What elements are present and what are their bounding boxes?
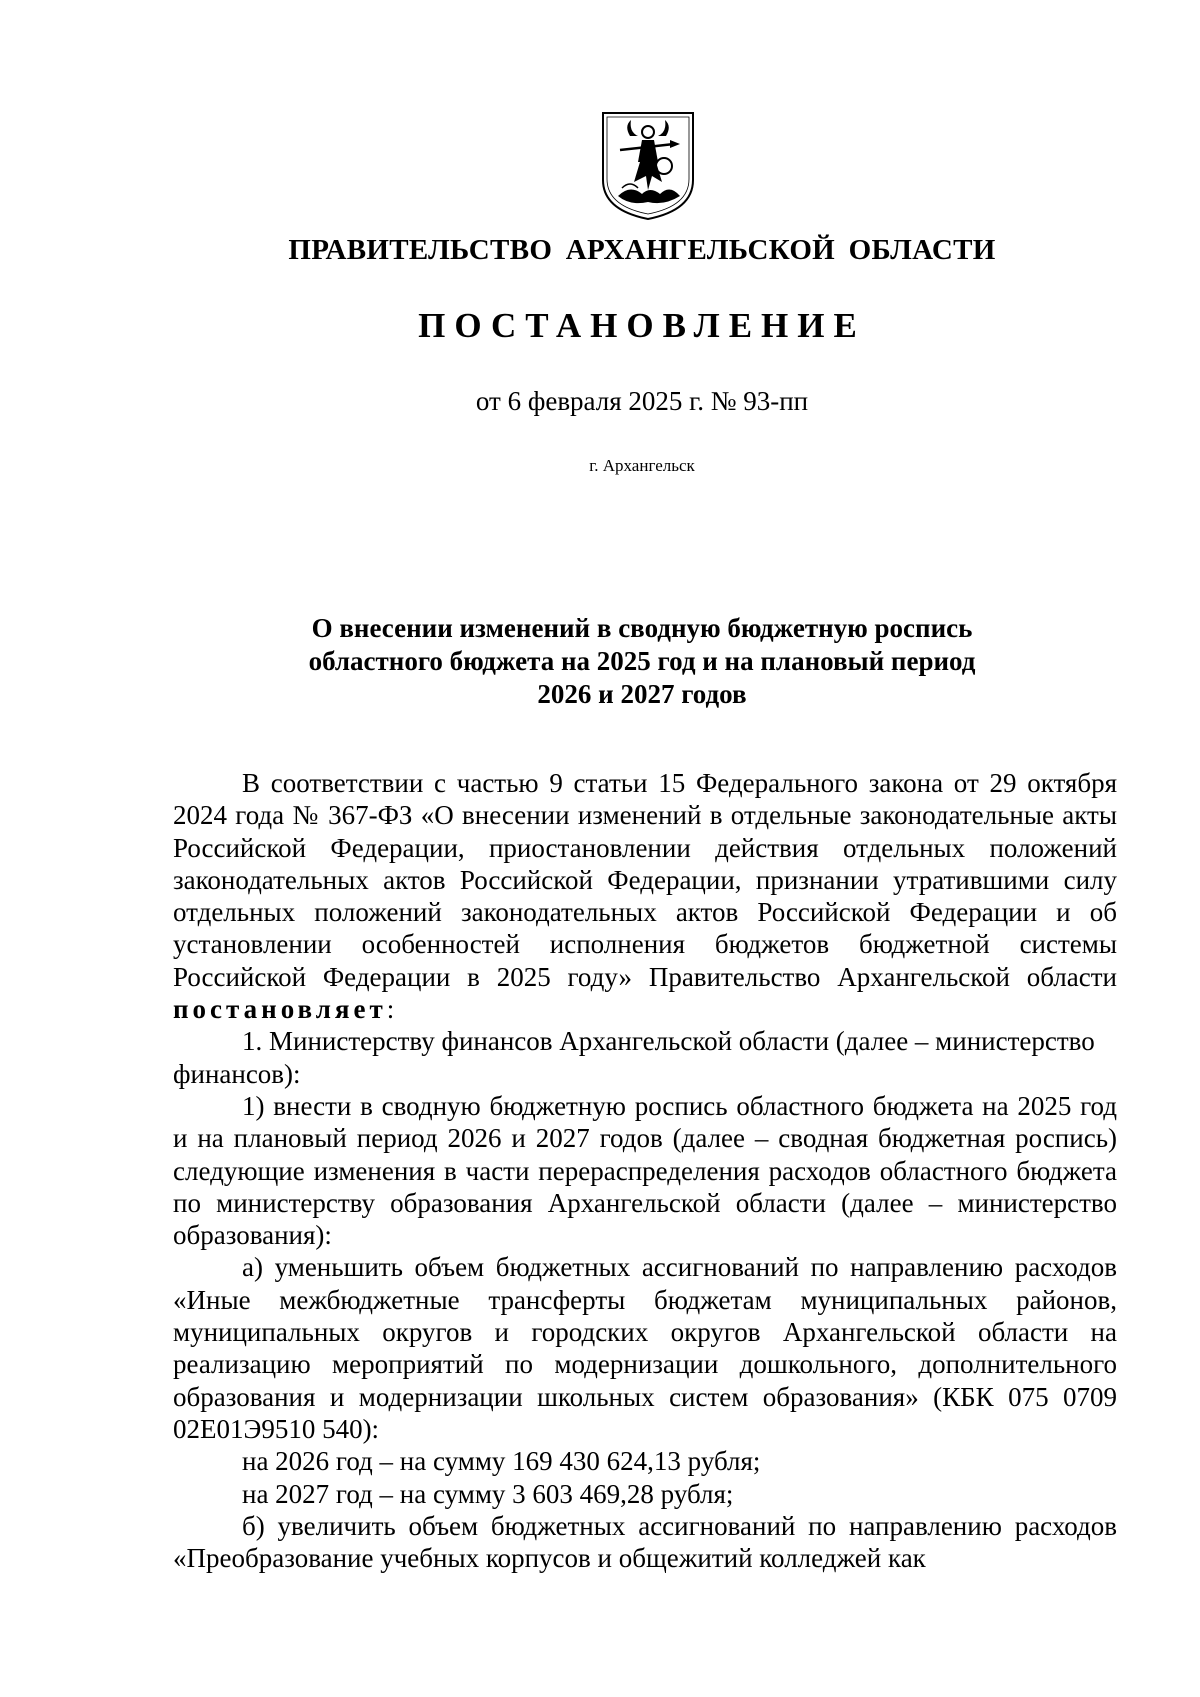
document-subject <box>0 612 1200 711</box>
amount-2027: на 2027 год – на сумму 3 603 469,28 рубля; <box>242 1478 734 1509</box>
document-body <box>173 767 1117 1574</box>
organization-title: ПРАВИТЕЛЬСТВО АРХАНГЕЛЬСКОЙ ОБЛАСТИ <box>288 234 996 266</box>
paragraph-item-1: 1. Министерству финансов Архангельской области (далее – министерство финансов): <box>173 1026 1095 1089</box>
preamble-text: В соответствии с частью 9 статьи 15 Федерального закона от 29 октября 2024 года № 367-ФЗ «О внесении изменений в отдельные законодательные акты Российской Федерации, приостановлении действия отдельных положений законодательных актов Российской Федерации, признании утратившими силу отдельных положений законодательных актов Российской Федерации и об установлении особенностей исполнения бюджетов бюджетной системы Российской Федерации в 2025 году» Правительство Архангельской области <box>173 768 1117 992</box>
subject-line: областного бюджета на 2025 год и на плановый период <box>308 646 976 676</box>
decree-colon: : <box>386 994 395 1025</box>
document-type: ПОСТАНОВЛЕНИЕ <box>418 306 866 345</box>
document-city: г. Архангельск <box>589 456 695 475</box>
arkhangelsk-coat-of-arms-icon <box>600 110 696 222</box>
preamble-paragraph <box>173 767 1117 1025</box>
paragraph-item-a: а) уменьшить объем бюджетных ассигнований по направлению расходов «Иные межбюджетные трансферты бюджетам муниципальных районов, муниципальных округов и городских округов Архангельской области на реализацию мероприятий по модернизации дошкольного, дополнительного образования и модернизации школьных систем образования» (КБК 075 0709 02Е01Э9510 540): <box>173 1252 1117 1444</box>
paragraph-item-1-1: 1) внести в сводную бюджетную роспись областного бюджета на 2025 год и на плановый период 2026 и 2027 годов (далее – сводная бюджетная роспись) следующие изменения в части перераспределения расходов областного бюджета по министерству образования Архангельской области (далее – министерство образования): <box>173 1090 1117 1251</box>
amount-2026: на 2026 год – на сумму 169 430 624,13 рубля; <box>242 1446 761 1477</box>
paragraph-item-b: б) увеличить объем бюджетных ассигнований по направлению расходов «Преобразование учебных корпусов и общежитий колледжей как <box>173 1510 1117 1574</box>
subject-line: 2026 и 2027 годов <box>537 679 747 709</box>
subject-line: О внесении изменений в сводную бюджетную роспись <box>311 613 973 643</box>
document-date-number: от 6 февраля 2025 г. № 93-пп <box>475 386 809 416</box>
decree-word: постановляет <box>173 994 387 1025</box>
